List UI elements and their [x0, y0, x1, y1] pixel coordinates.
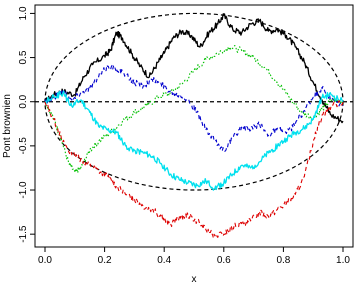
y-tick-label: -1.5	[18, 225, 29, 243]
y-tick-label: -0.5	[18, 137, 29, 155]
y-axis	[18, 6, 35, 243]
y-tick-label: 1.0	[18, 6, 29, 21]
x-tick-label: 0.0	[38, 255, 52, 266]
y-tick-label: 0.0	[18, 94, 29, 109]
plot-marks	[35, 13, 353, 237]
x-tick-label: 1.0	[336, 255, 350, 266]
x-tick-label: 0.6	[216, 255, 231, 266]
x-tick-label: 0.4	[157, 255, 172, 266]
y-tick-label: -1.0	[18, 181, 29, 199]
x-tick-label: 0.2	[97, 255, 112, 266]
series-line-5	[45, 101, 343, 238]
x-axis-title: x	[191, 274, 197, 285]
x-tick-label: 0.8	[276, 255, 291, 266]
y-tick-label: 0.5	[18, 50, 29, 65]
y-axis-title: Pont brownien	[2, 94, 13, 158]
x-axis	[38, 247, 350, 266]
